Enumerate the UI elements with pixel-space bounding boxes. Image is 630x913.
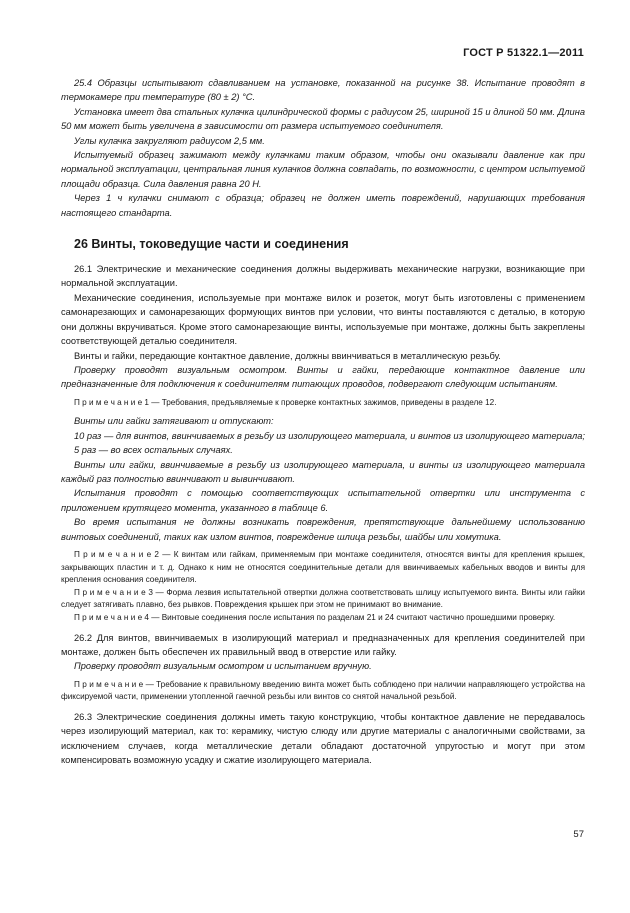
paragraph-5-times: 5 раз — во всех остальных случаях. (74, 445, 233, 456)
paragraph-mechanical: Механические соединения, используемые при монтаже вилок и розеток, могут быть изготовлены с применением самонарезающих и самонарезающих формующих винтов при условии, что винты поставляются с деталью, в которую они должны вкручиваться. Кроме этого самонарезающие винты, используемые при монтаже, должны быть закреплены соответствующей деталью соединителя. (61, 292, 585, 347)
paragraph-each-time: Винты или гайки, ввинчиваемые в резьбу из изолирующего материала, и винты из изолирующего материала каждый раз полностью ввинчивают и вывинчивают. (61, 459, 585, 484)
note-2: П р и м е ч а н и е 2 — К винтам или гайкам, применяемым при монтаже соединителя, относятся винты для крепления крышек, закрывающих пластин и т. д. Однако к ним не относятся соединительные детали для ввинчиваемых кабельных вводов и винты для крепления основания соединителя. (61, 549, 585, 585)
paragraph-10-times: 10 раз — для винтов, ввинчиваемых в резьбу из изолирующего материала, и винтов из изолирующего материала; (74, 430, 585, 441)
paragraph-check-1: Проверку проводят визуальным осмотром. Винты и гайки, передающие контактное давление или предназначенные для подключения к соединителям питающих проводов, подвергают следующим испытаниям. (61, 364, 585, 390)
paragraph-radius: Углы кулачка закругляют радиусом 2,5 мм. (74, 135, 265, 146)
paragraph-removal: Через 1 ч кулачки снимают с образца; образец не должен иметь повреждений, нарушающих требования настоящего стандарта. (61, 193, 585, 218)
paragraph-clamping: Испытуемый образец зажимают между кулачками таким образом, чтобы они оказывали давление как при нормальной эксплуатации, центральная линия кулачков должна совпадать, по возможности, с центром испытуемой площади образца. Сила давления равна 20 Н. (61, 150, 585, 189)
paragraph-tighten: Винты или гайки затягивают и отпускают: (74, 416, 274, 427)
paragraph-26-1: 26.1 Электрические и механические соединения должны выдерживать механические нагрузки, возникающие при нормальной эксплуатации. (61, 264, 585, 289)
paragraph-check-2: Проверку проводят визуальным осмотром и испытанием вручную. (74, 661, 372, 672)
note-5: П р и м е ч а н и е — Требование к правильному введению винта может быть соблюдено при наличии направляющего устройства на фиксируемой части, применении утопленной гаечной резьбы или винтов со снятой начальной резьбой. (61, 679, 585, 702)
note-3: П р и м е ч а н и е 3 — Форма лезвия испытательной отвертки должна соответствовать шлицу испытуемого винта. Винты или гайки следует затягивать плавно, без рывков. Повреждения крышек при этом не принимают во внимание. (61, 587, 585, 610)
paragraph-during-test: Во время испытания не должны возникать повреждения, препятствующие дальнейшему использованию винтовых соединений, таких как излом винтов, повреждение шлица резьбы, шайбы или хомутика. (61, 517, 585, 542)
document-body (61, 76, 585, 768)
section-title: 26 Винты, токоведущие части и соединения (74, 237, 349, 252)
paragraph-tests: Испытания проводят с помощью соответствующих испытательной отвертки или инструмента с приложением крутящего момента, указанного в таблице 6. (61, 488, 585, 513)
page-number: 57 (573, 829, 584, 840)
paragraph-setup: Установка имеет два стальных кулачка цилиндрической формы с радиусом 25, шириной 15 и длиной 50 мм. Длина 50 мм может быть увеличена в зависимости от размера испытуемого соединителя. (61, 106, 585, 132)
paragraph-26-3: 26.3 Электрические соединения должны иметь такую конструкцию, чтобы контактное давление не передавалось через изолирующий материал, как то: керамику, чистую слюду или другие материалы с аналогичными свойствами, за исключением случаев, когда металлические детали обладают достаточной упругостью и могут при этом компенсировать возможную усадку и сжатие изолирующего материала. (61, 711, 585, 766)
document-header: ГОСТ Р 51322.1—2011 (463, 47, 584, 59)
paragraph-nuts: Винты и гайки, передающие контактное давление, должны ввинчиваться в металлическую резьбу. (74, 350, 501, 361)
paragraph-25-4: 25.4 Образцы испытывают сдавливанием на установке, показанной на рисунке 38. Испытание проводят в термокамере при температуре (80 ± 2) °С. (61, 78, 585, 103)
note-4: П р и м е ч а н и е 4 — Винтовые соединения после испытания по разделам 21 и 24 считают частично прошедшими проверку. (74, 612, 556, 622)
paragraph-26-2: 26.2 Для винтов, ввинчиваемых в изолирующий материал и предназначенных для крепления соединителей при монтаже, должен быть обеспечен их правильный ввод в отверстие или гайку. (61, 632, 585, 657)
note-1: П р и м е ч а н и е 1 — Требования, предъявляемые к проверке контактных зажимов, приведены в разделе 12. (74, 397, 497, 407)
